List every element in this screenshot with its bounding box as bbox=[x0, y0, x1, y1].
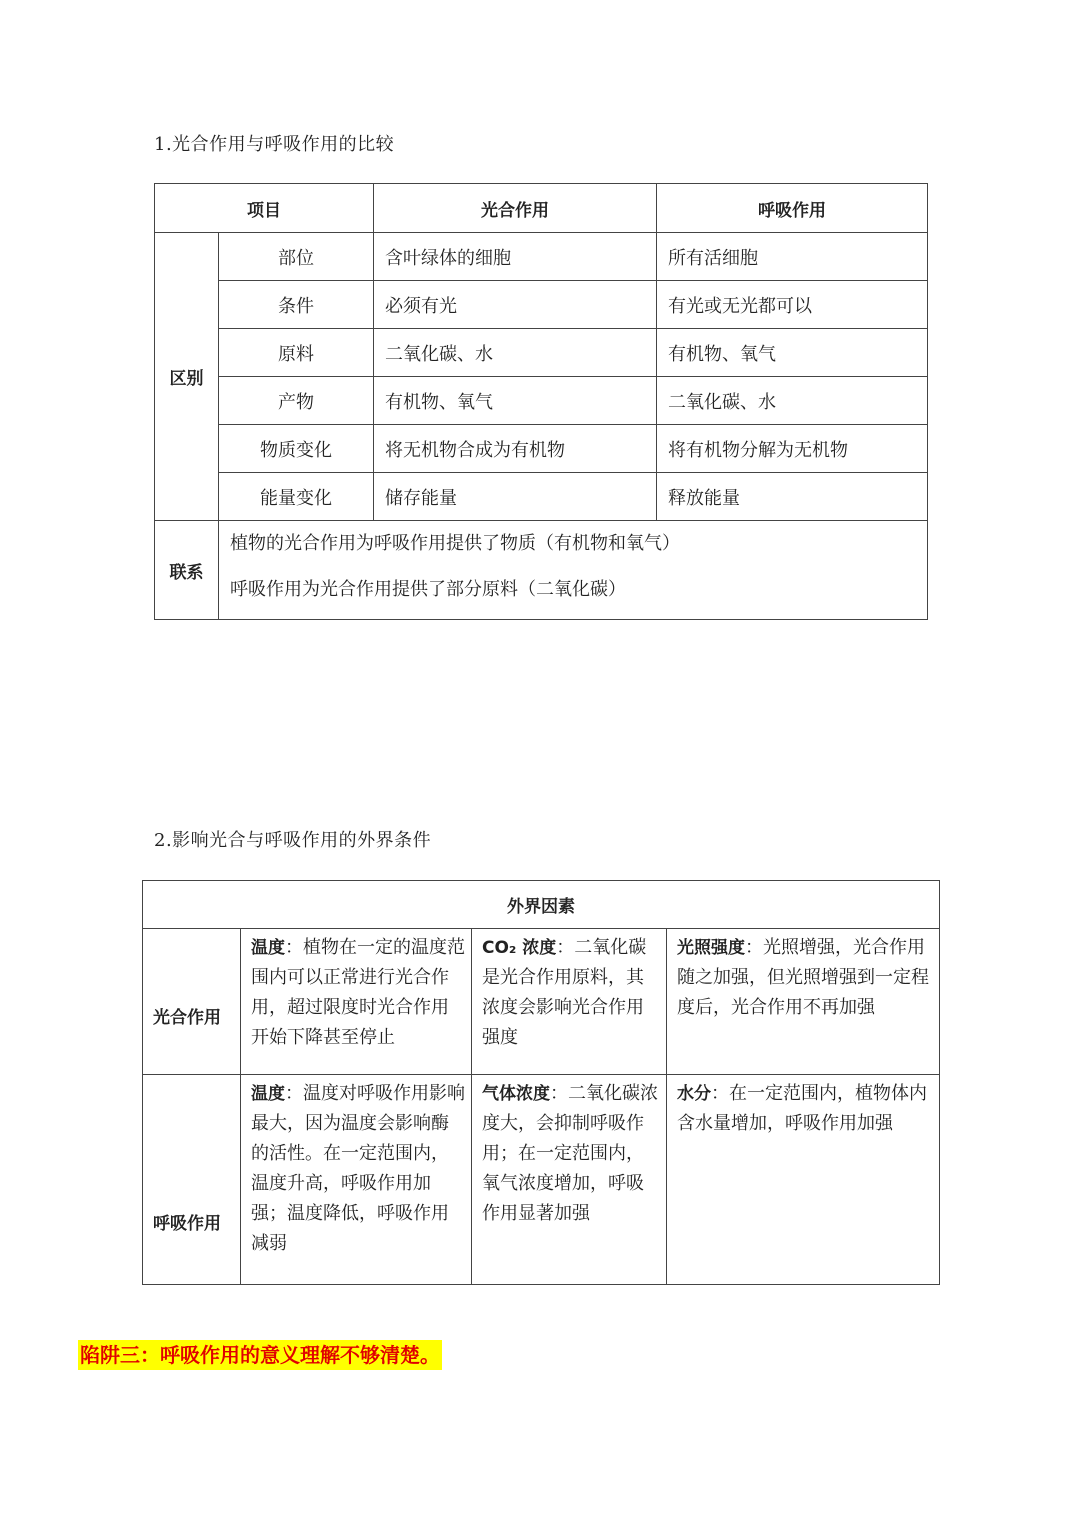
factor-text: ：二氧化碳是光合作用原料，其浓度会影响光合作用强度 bbox=[482, 937, 647, 1048]
group-label-difference: 区别 bbox=[155, 233, 219, 521]
factor-cell bbox=[241, 1075, 472, 1285]
factor-term: CO₂ 浓度 bbox=[482, 938, 557, 958]
factor-text: ：温度对呼吸作用影响最大，因为温度会影响酶的活性。在一定范围内，温度升高，呼吸作用加强；温度降低，呼吸作用减弱 bbox=[251, 1083, 465, 1254]
table-row bbox=[155, 377, 928, 425]
row-photo: 储存能量 bbox=[374, 473, 657, 521]
factor-term: 温度 bbox=[251, 938, 285, 958]
factor-term: 温度 bbox=[251, 1084, 285, 1104]
row-resp: 将有机物分解为无机物 bbox=[657, 425, 928, 473]
factor-term: 气体浓度 bbox=[482, 1084, 550, 1104]
row-photo: 必须有光 bbox=[374, 281, 657, 329]
row-resp: 所有活细胞 bbox=[657, 233, 928, 281]
link-row bbox=[155, 521, 928, 620]
row-photo: 有机物、氧气 bbox=[374, 377, 657, 425]
factor-text: ：二氧化碳浓度大，会抑制呼吸作用；在一定范围内，氧气浓度增加，呼吸作用显著加强 bbox=[482, 1083, 658, 1224]
row-item: 能量变化 bbox=[219, 473, 374, 521]
table-row bbox=[155, 329, 928, 377]
table-row bbox=[155, 281, 928, 329]
row-resp: 有光或无光都可以 bbox=[657, 281, 928, 329]
link-line: 植物的光合作用为呼吸作用提供了物质（有机物和氧气） bbox=[230, 533, 680, 554]
table-row bbox=[155, 233, 928, 281]
row-resp: 二氧化碳、水 bbox=[657, 377, 928, 425]
row-item: 部位 bbox=[219, 233, 374, 281]
header-respiration: 呼吸作用 bbox=[657, 184, 928, 233]
factor-cell bbox=[667, 929, 940, 1075]
factor-term: 水分 bbox=[677, 1084, 711, 1104]
row-photo: 二氧化碳、水 bbox=[374, 329, 657, 377]
row-label-photosynthesis: 光合作用 bbox=[143, 929, 241, 1075]
link-content bbox=[219, 521, 928, 620]
table-row bbox=[155, 473, 928, 521]
factor-text: ：在一定范围内，植物体内含水量增加，呼吸作用加强 bbox=[677, 1083, 927, 1134]
row-resp: 有机物、氧气 bbox=[657, 329, 928, 377]
header-item: 项目 bbox=[155, 184, 374, 233]
factor-cell bbox=[472, 929, 667, 1075]
link-line: 呼吸作用为光合作用提供了部分原料（二氧化碳） bbox=[230, 579, 626, 600]
comparison-table bbox=[154, 183, 928, 620]
group-label-link: 联系 bbox=[155, 521, 219, 620]
row-item: 产物 bbox=[219, 377, 374, 425]
table-row bbox=[143, 929, 940, 1075]
row-photo: 将无机物合成为有机物 bbox=[374, 425, 657, 473]
section1-heading: 1.光合作用与呼吸作用的比较 bbox=[154, 134, 395, 155]
table-header-row bbox=[143, 881, 940, 929]
section2-heading: 2.影响光合与呼吸作用的外界条件 bbox=[154, 830, 432, 851]
external-factors-table bbox=[142, 880, 940, 1285]
factor-text: ：植物在一定的温度范围内可以正常进行光合作用，超过限度时光合作用开始下降甚至停止 bbox=[251, 937, 465, 1048]
table-row bbox=[143, 1075, 940, 1285]
factor-cell bbox=[472, 1075, 667, 1285]
row-label-respiration: 呼吸作用 bbox=[143, 1075, 241, 1285]
row-resp: 释放能量 bbox=[657, 473, 928, 521]
header-photosynthesis: 光合作用 bbox=[374, 184, 657, 233]
trap-highlight: 陷阱三：呼吸作用的意义理解不够清楚。 bbox=[78, 1340, 442, 1370]
row-item: 物质变化 bbox=[219, 425, 374, 473]
row-photo: 含叶绿体的细胞 bbox=[374, 233, 657, 281]
header-external-factors: 外界因素 bbox=[143, 881, 940, 929]
row-item: 原料 bbox=[219, 329, 374, 377]
factor-cell bbox=[241, 929, 472, 1075]
factor-text: ：光照增强，光合作用随之加强，但光照增强到一定程度后，光合作用不再加强 bbox=[677, 937, 929, 1018]
factor-cell bbox=[667, 1075, 940, 1285]
factor-term: 光照强度 bbox=[677, 938, 745, 958]
row-item: 条件 bbox=[219, 281, 374, 329]
table-header-row bbox=[155, 184, 928, 233]
table-row bbox=[155, 425, 928, 473]
